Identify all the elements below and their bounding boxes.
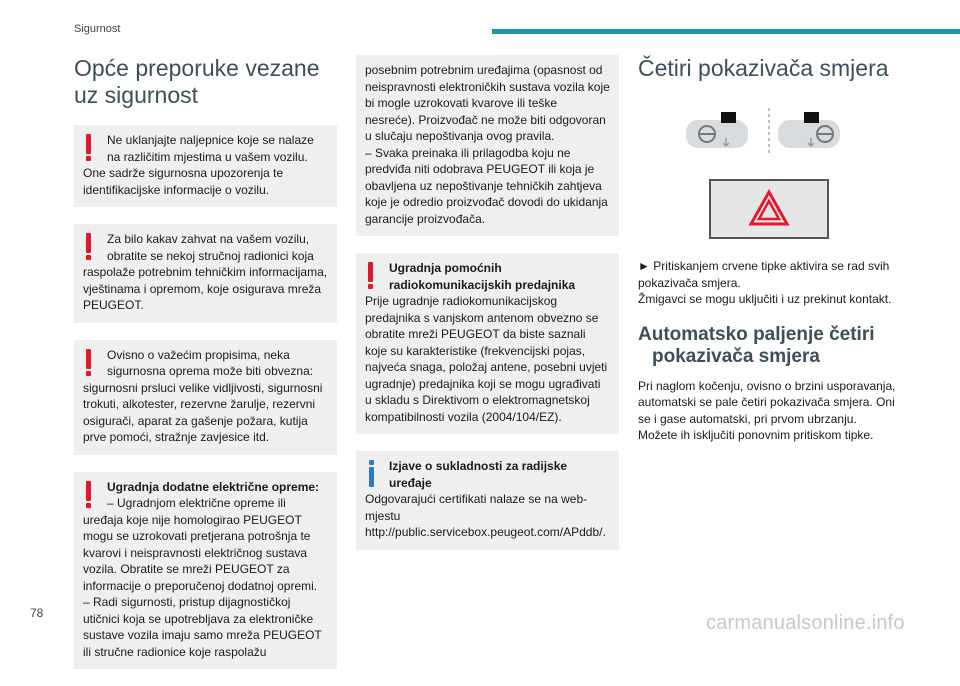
auto-hazard-text <box>638 378 900 444</box>
warning-text-first: Za bilo kakav zahvat na vašem vozilu, obratite se nekoj stručnoj radionici koja <box>107 232 314 263</box>
warning-box-labels <box>74 125 337 207</box>
section-title-hazard: Četiri pokazivača smjera <box>638 55 889 81</box>
watermark: carmanualsonline.info <box>706 612 905 634</box>
subtitle-line-2: pokazivača smjera <box>652 345 820 367</box>
auto-text: Pri naglom kočenju, ovisno o brzini usporavanja, automatski se pale četiri pokazivača smjera. Oni se i gase automatski, pri prvom ubrzanju. <box>638 378 896 426</box>
column-3 <box>638 55 900 444</box>
warning-box-electrical <box>74 472 337 670</box>
hazard-button-icon <box>710 180 828 238</box>
page-number: 78 <box>30 606 44 620</box>
hazard-illustration <box>638 98 900 258</box>
warning-icon <box>86 349 91 375</box>
warning-text-first: – Ugradnjom električne opreme ili <box>107 496 286 510</box>
instruction-text: ► Pritiskanjem crvene tipke aktivira se rad svih pokazivača smjera. <box>638 259 890 290</box>
info-title: Izjave o sukladnosti za radijske uređaje <box>389 459 568 490</box>
subtitle-line-1: Automatsko paljenje četiri <box>638 323 875 345</box>
subtitle-auto-hazard <box>638 324 900 368</box>
warning-box-equipment <box>74 340 337 455</box>
warning-text-first: Ne uklanjajte naljepnice koje se nalaze na različitim mjestima u vašem vozilu. <box>107 133 314 164</box>
column-2 <box>356 55 619 567</box>
note-text: Žmigavci se mogu uključiti i uz prekinut kontakt. <box>638 292 892 306</box>
header-accent-rule <box>492 29 960 34</box>
warning-title: Ugradnja pomoćnih radiokomunikacijskih predajnika <box>389 261 576 292</box>
warning-text-rest: raspolaže potrebnim tehničkim informacijama, vještinama i opremom, koje osigurava mreža PEUGEOT. <box>83 265 328 312</box>
section-title-safety: Opće preporuke vezane uz sigurnost <box>74 55 320 108</box>
warning-icon <box>86 233 91 259</box>
warning-text-rest: sigurnosni prsluci velike vidljivosti, sigurnosni trokuti, alkotester, rezervne žarulje, rezervni osigurači, aparat za gašenje požara, kutija prve pomoći, stražnje zavjesice itd. <box>83 380 323 444</box>
continued-warning-text: posebnim potrebnim uređajima (opasnost od neispravnosti elektroničkih sustava vozila koje bi mogle uzrokovati kvarove ili teške nesreće). Proizvođač ne može biti odgovoran u slučaju nepoštivanja ovog pravila. – Svaka preinaka ili prilagodba koju ne predviđa niti odobrava PEUGEOT ili koja je obavljena uz nepoštivanje tehničkih zahtjeva koje je odredio proizvođač dovodi do ukidanja garancije proizvođača. <box>356 55 619 236</box>
warning-text-rest: uređaja koje nije homologirao PEUGEOT mogu se uzrokovati pretjerana potrošnja te kvarovi i neispravnosti električnog sustava vozila. Obratite se mreži PEUGEOT za informacije o preporučenoj dodatnoj opremi. – Radi sigurnosti, pristup dijagnostičkoj utičnici koja se upotrebljava za elektroničke sustave vozila imaju samo mreža PEUGEOT ili stručne radionice koje raspolažu <box>83 512 322 659</box>
info-box-compliance <box>356 451 619 550</box>
info-text: Odgovarajući certifikati nalaze se na web-mjestu http://public.servicebox.peugeot.com/APddb/. <box>365 492 606 539</box>
warning-text-rest: One sadrže sigurnosna upozorenja te identifikacijske informacije o vozilu. <box>83 166 284 197</box>
indicator-left-icon <box>686 112 748 148</box>
warning-box-service <box>74 224 337 323</box>
warning-box-radio <box>356 253 619 434</box>
info-icon <box>369 460 374 486</box>
section-label: Sigurnost <box>74 23 121 35</box>
warning-text-rest: Prije ugradnje radiokomunikacijskog predajnika s vanjskom antenom obvezno se obratite mreži PEUGEOT da biste saznali koje su karakteristike (frekvencijski pojas, najveća snaga, položaj antene, posebni uvjeti ugradnje) predajnika koji se mogu ugrađivati u skladu s Direktivom o elektromagnetskoj kompatibilnosti vozila (2004/104/EZ). <box>365 294 608 424</box>
warning-title: Ugradnja dodatne električne opreme: <box>107 479 320 494</box>
indicator-right-icon <box>778 112 840 148</box>
warning-text-first: Ovisno o važećim propisima, neka sigurnosna oprema može biti obvezna: <box>107 347 314 378</box>
auto-text-2: Možete ih isključiti ponovnim pritiskom tipke. <box>638 428 874 442</box>
warning-icon <box>86 481 91 507</box>
warning-icon <box>368 262 373 288</box>
warning-icon <box>86 134 91 160</box>
hazard-instructions <box>638 258 900 308</box>
hazard-illustration-svg <box>638 98 900 258</box>
column-1 <box>74 55 337 686</box>
